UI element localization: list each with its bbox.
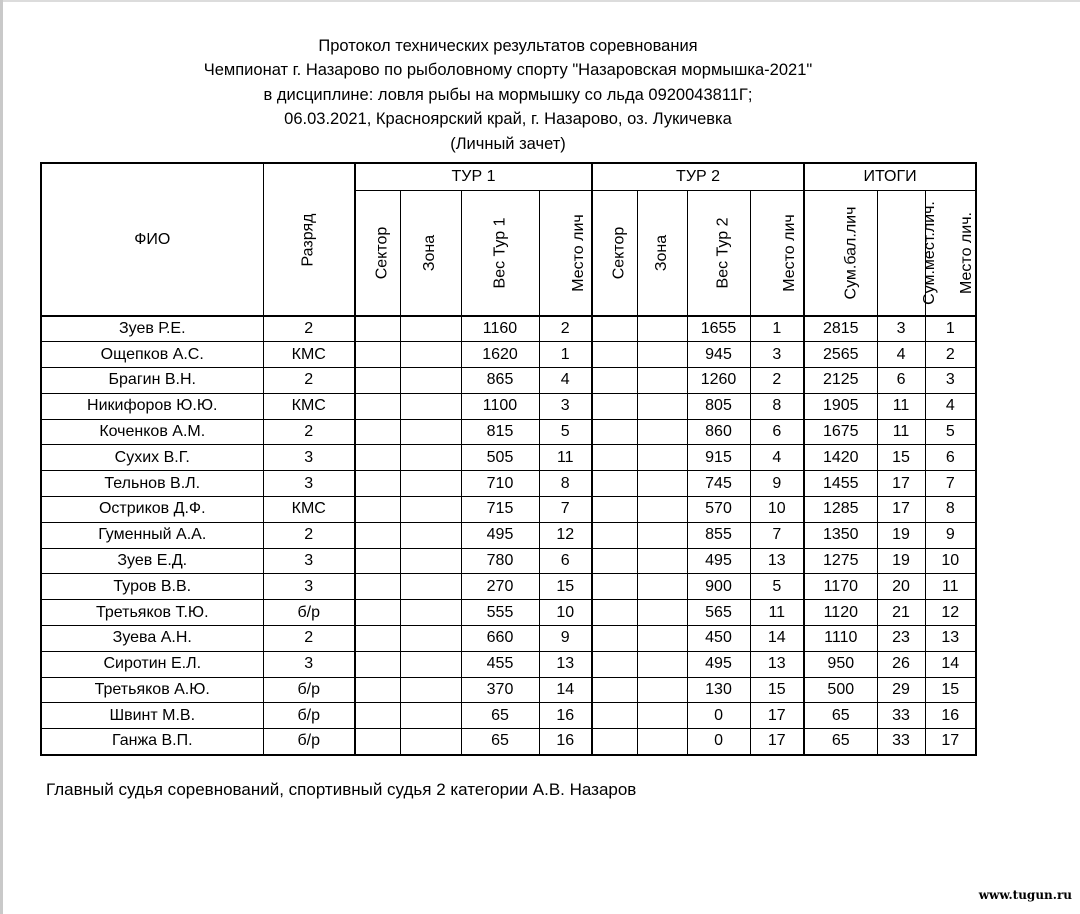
cell-final-place: 13 bbox=[925, 626, 976, 652]
header-line-3: в дисциплине: ловля рыбы на мормышку со льда 0920043811Г; bbox=[263, 85, 753, 104]
cell-final-place: 8 bbox=[925, 497, 976, 523]
cell-place1: 16 bbox=[539, 729, 592, 755]
cell-sector1 bbox=[355, 342, 400, 368]
cell-zone2 bbox=[637, 522, 687, 548]
column-header-sum-places bbox=[877, 191, 938, 317]
header-line-1: Протокол технических результатов соревнования bbox=[318, 37, 698, 55]
cell-rank: б/р bbox=[263, 703, 355, 729]
cell-name: Ощепков А.С. bbox=[41, 342, 263, 368]
results-table bbox=[40, 162, 977, 756]
cell-rank: 2 bbox=[263, 522, 355, 548]
cell-weight1: 495 bbox=[461, 522, 539, 548]
cell-sum-points: 1675 bbox=[804, 419, 877, 445]
cell-place2: 1 bbox=[750, 316, 804, 342]
cell-weight1: 65 bbox=[461, 703, 539, 729]
cell-sector2 bbox=[592, 522, 637, 548]
cell-sum-points: 65 bbox=[804, 703, 877, 729]
cell-zone1 bbox=[400, 497, 461, 523]
cell-sector2 bbox=[592, 548, 637, 574]
cell-zone2 bbox=[637, 574, 687, 600]
cell-place2: 11 bbox=[750, 600, 804, 626]
column-header-final-place-label: Место лич. bbox=[957, 212, 975, 294]
column-header-place2 bbox=[750, 191, 804, 317]
cell-place2: 2 bbox=[750, 368, 804, 394]
cell-place1: 9 bbox=[539, 626, 592, 652]
group-header-tour1: ТУР 1 bbox=[355, 163, 592, 191]
cell-zone1 bbox=[400, 600, 461, 626]
cell-weight1: 1160 bbox=[461, 316, 539, 342]
cell-weight2: 0 bbox=[687, 703, 750, 729]
cell-rank: б/р bbox=[263, 677, 355, 703]
cell-weight1: 865 bbox=[461, 368, 539, 394]
cell-sector1 bbox=[355, 703, 400, 729]
cell-final-place: 12 bbox=[925, 600, 976, 626]
cell-sector1 bbox=[355, 574, 400, 600]
group-header-totals: ИТОГИ bbox=[804, 163, 976, 191]
cell-sector2 bbox=[592, 471, 637, 497]
cell-sum-places: 29 bbox=[877, 677, 925, 703]
column-header-sum-points-label: Сум.бал.лич bbox=[842, 206, 860, 300]
cell-sector2 bbox=[592, 497, 637, 523]
table-row bbox=[41, 368, 976, 394]
cell-name: Третьяков Т.Ю. bbox=[41, 600, 263, 626]
column-header-sector2 bbox=[592, 191, 637, 317]
cell-place2: 6 bbox=[750, 419, 804, 445]
cell-zone2 bbox=[637, 729, 687, 755]
cell-weight1: 270 bbox=[461, 574, 539, 600]
table-row bbox=[41, 677, 976, 703]
cell-place2: 17 bbox=[750, 729, 804, 755]
cell-sum-places: 4 bbox=[877, 342, 925, 368]
cell-sum-places: 26 bbox=[877, 651, 925, 677]
cell-sum-places: 15 bbox=[877, 445, 925, 471]
cell-rank: 2 bbox=[263, 626, 355, 652]
cell-final-place: 16 bbox=[925, 703, 976, 729]
header-line-4: 06.03.2021, Красноярский край, г. Назарово, оз. Лукичевка bbox=[284, 110, 732, 129]
cell-zone1 bbox=[400, 574, 461, 600]
cell-weight1: 1100 bbox=[461, 393, 539, 419]
column-header-sector1-label: Сектор bbox=[373, 226, 391, 280]
table-row bbox=[41, 600, 976, 626]
cell-final-place: 5 bbox=[925, 419, 976, 445]
cell-sum-points: 1350 bbox=[804, 522, 877, 548]
cell-place1: 14 bbox=[539, 677, 592, 703]
cell-sector2 bbox=[592, 316, 637, 342]
cell-sum-points: 65 bbox=[804, 729, 877, 755]
cell-weight1: 710 bbox=[461, 471, 539, 497]
cell-sum-places: 6 bbox=[877, 368, 925, 394]
document-header bbox=[0, 34, 1016, 156]
cell-sector1 bbox=[355, 471, 400, 497]
cell-place1: 7 bbox=[539, 497, 592, 523]
cell-sector2 bbox=[592, 574, 637, 600]
chief-judge-line: Главный судья соревнований, спортивный судья 2 категории А.В. Назаров bbox=[46, 780, 637, 799]
cell-name: Тельнов В.Л. bbox=[41, 471, 263, 497]
cell-sector2 bbox=[592, 600, 637, 626]
cell-weight2: 1260 bbox=[687, 368, 750, 394]
cell-name: Зуева А.Н. bbox=[41, 626, 263, 652]
cell-place2: 9 bbox=[750, 471, 804, 497]
cell-sum-places: 19 bbox=[877, 548, 925, 574]
cell-place1: 12 bbox=[539, 522, 592, 548]
cell-name: Гуменный А.А. bbox=[41, 522, 263, 548]
cell-rank: 3 bbox=[263, 651, 355, 677]
cell-sector2 bbox=[592, 626, 637, 652]
cell-final-place: 15 bbox=[925, 677, 976, 703]
cell-final-place: 1 bbox=[925, 316, 976, 342]
cell-place1: 4 bbox=[539, 368, 592, 394]
column-header-sum-places-label: Сум.мест.лич. bbox=[920, 201, 938, 305]
cell-weight1: 455 bbox=[461, 651, 539, 677]
cell-sum-points: 1110 bbox=[804, 626, 877, 652]
cell-sum-places: 19 bbox=[877, 522, 925, 548]
cell-final-place: 10 bbox=[925, 548, 976, 574]
table-row bbox=[41, 471, 976, 497]
cell-rank: 2 bbox=[263, 368, 355, 394]
page-top-edge bbox=[0, 0, 1080, 2]
cell-zone2 bbox=[637, 497, 687, 523]
cell-zone2 bbox=[637, 316, 687, 342]
cell-weight2: 945 bbox=[687, 342, 750, 368]
cell-final-place: 4 bbox=[925, 393, 976, 419]
column-header-weight2 bbox=[687, 191, 750, 317]
header-line-5: (Личный зачет) bbox=[450, 134, 566, 153]
cell-zone1 bbox=[400, 729, 461, 755]
table-row bbox=[41, 342, 976, 368]
cell-zone2 bbox=[637, 548, 687, 574]
cell-place1: 1 bbox=[539, 342, 592, 368]
cell-sector1 bbox=[355, 548, 400, 574]
column-header-zone2 bbox=[637, 191, 687, 317]
cell-zone1 bbox=[400, 651, 461, 677]
cell-zone1 bbox=[400, 626, 461, 652]
cell-name: Туров В.В. bbox=[41, 574, 263, 600]
cell-sector1 bbox=[355, 651, 400, 677]
cell-zone1 bbox=[400, 393, 461, 419]
cell-sector2 bbox=[592, 703, 637, 729]
cell-weight2: 570 bbox=[687, 497, 750, 523]
cell-rank: б/р bbox=[263, 729, 355, 755]
cell-weight2: 495 bbox=[687, 651, 750, 677]
cell-weight1: 715 bbox=[461, 497, 539, 523]
cell-weight1: 65 bbox=[461, 729, 539, 755]
cell-zone2 bbox=[637, 445, 687, 471]
cell-final-place: 9 bbox=[925, 522, 976, 548]
cell-place2: 13 bbox=[750, 548, 804, 574]
cell-place2: 7 bbox=[750, 522, 804, 548]
cell-sum-points: 1170 bbox=[804, 574, 877, 600]
table-row bbox=[41, 445, 976, 471]
cell-sector1 bbox=[355, 677, 400, 703]
cell-rank: 2 bbox=[263, 419, 355, 445]
cell-sum-places: 11 bbox=[877, 419, 925, 445]
group-header-tour2: ТУР 2 bbox=[592, 163, 804, 191]
cell-zone2 bbox=[637, 419, 687, 445]
cell-place1: 10 bbox=[539, 600, 592, 626]
cell-name: Швинт М.В. bbox=[41, 703, 263, 729]
cell-sector2 bbox=[592, 419, 637, 445]
table-row bbox=[41, 729, 976, 755]
cell-zone2 bbox=[637, 368, 687, 394]
table-row bbox=[41, 548, 976, 574]
cell-zone2 bbox=[637, 393, 687, 419]
column-header-place1-label: Место лич bbox=[569, 214, 587, 292]
cell-sector1 bbox=[355, 445, 400, 471]
cell-sum-points: 2565 bbox=[804, 342, 877, 368]
table-row bbox=[41, 626, 976, 652]
cell-place1: 8 bbox=[539, 471, 592, 497]
column-header-place2-label: Место лич bbox=[780, 214, 798, 292]
cell-name: Третьяков А.Ю. bbox=[41, 677, 263, 703]
cell-place2: 3 bbox=[750, 342, 804, 368]
cell-weight1: 505 bbox=[461, 445, 539, 471]
column-header-weight1-label: Вес Тур 1 bbox=[490, 217, 508, 289]
header-line-2: Чемпионат г. Назарово по рыболовному спорту "Назаровская мормышка-2021" bbox=[203, 61, 813, 80]
cell-final-place: 14 bbox=[925, 651, 976, 677]
cell-sum-points: 1275 bbox=[804, 548, 877, 574]
cell-name: Брагин В.Н. bbox=[41, 368, 263, 394]
table-row bbox=[41, 316, 976, 342]
cell-weight2: 900 bbox=[687, 574, 750, 600]
column-header-weight2-label: Вес Тур 2 bbox=[713, 217, 731, 289]
table-row bbox=[41, 522, 976, 548]
cell-weight1: 370 bbox=[461, 677, 539, 703]
table-row bbox=[41, 419, 976, 445]
column-header-sector1 bbox=[355, 191, 400, 317]
column-header-zone2-label: Зона bbox=[653, 234, 671, 272]
table-row bbox=[41, 703, 976, 729]
column-header-zone1 bbox=[400, 191, 461, 317]
cell-sum-points: 1120 bbox=[804, 600, 877, 626]
cell-weight2: 745 bbox=[687, 471, 750, 497]
cell-rank: 3 bbox=[263, 471, 355, 497]
cell-zone2 bbox=[637, 600, 687, 626]
cell-rank: 3 bbox=[263, 548, 355, 574]
cell-zone1 bbox=[400, 703, 461, 729]
cell-rank: б/р bbox=[263, 600, 355, 626]
cell-zone2 bbox=[637, 471, 687, 497]
cell-place1: 16 bbox=[539, 703, 592, 729]
cell-zone1 bbox=[400, 677, 461, 703]
cell-place2: 8 bbox=[750, 393, 804, 419]
cell-sum-places: 11 bbox=[877, 393, 925, 419]
cell-sum-places: 17 bbox=[877, 497, 925, 523]
cell-rank: 3 bbox=[263, 574, 355, 600]
cell-weight2: 565 bbox=[687, 600, 750, 626]
cell-zone1 bbox=[400, 471, 461, 497]
cell-sum-points: 950 bbox=[804, 651, 877, 677]
cell-sum-places: 3 bbox=[877, 316, 925, 342]
column-header-sector2-label: Сектор bbox=[610, 226, 628, 280]
cell-sector1 bbox=[355, 419, 400, 445]
cell-name: Сиротин Е.Л. bbox=[41, 651, 263, 677]
cell-sum-places: 21 bbox=[877, 600, 925, 626]
cell-final-place: 6 bbox=[925, 445, 976, 471]
cell-name: Коченков А.М. bbox=[41, 419, 263, 445]
watermark-text: www.tugun.ru bbox=[978, 888, 1072, 902]
cell-sector2 bbox=[592, 393, 637, 419]
cell-sector2 bbox=[592, 651, 637, 677]
cell-weight2: 0 bbox=[687, 729, 750, 755]
cell-place2: 17 bbox=[750, 703, 804, 729]
cell-final-place: 3 bbox=[925, 368, 976, 394]
table-row bbox=[41, 651, 976, 677]
cell-weight1: 660 bbox=[461, 626, 539, 652]
cell-weight2: 860 bbox=[687, 419, 750, 445]
cell-zone1 bbox=[400, 522, 461, 548]
cell-sector1 bbox=[355, 729, 400, 755]
cell-name: Никифоров Ю.Ю. bbox=[41, 393, 263, 419]
cell-sum-places: 17 bbox=[877, 471, 925, 497]
cell-place1: 2 bbox=[539, 316, 592, 342]
column-header-name: ФИО bbox=[41, 163, 263, 316]
cell-zone2 bbox=[637, 651, 687, 677]
cell-weight1: 1620 bbox=[461, 342, 539, 368]
cell-sum-places: 33 bbox=[877, 729, 925, 755]
cell-sector2 bbox=[592, 677, 637, 703]
cell-rank: 3 bbox=[263, 445, 355, 471]
cell-sum-places: 20 bbox=[877, 574, 925, 600]
cell-rank: КМС bbox=[263, 393, 355, 419]
cell-place1: 13 bbox=[539, 651, 592, 677]
cell-sum-points: 500 bbox=[804, 677, 877, 703]
cell-sector1 bbox=[355, 600, 400, 626]
cell-sum-points: 1905 bbox=[804, 393, 877, 419]
cell-place2: 13 bbox=[750, 651, 804, 677]
column-header-zone1-label: Зона bbox=[421, 234, 439, 272]
table-header-group-row bbox=[41, 163, 976, 191]
cell-place2: 14 bbox=[750, 626, 804, 652]
cell-sum-places: 23 bbox=[877, 626, 925, 652]
cell-place2: 10 bbox=[750, 497, 804, 523]
cell-zone2 bbox=[637, 703, 687, 729]
cell-sum-places: 33 bbox=[877, 703, 925, 729]
cell-place1: 6 bbox=[539, 548, 592, 574]
cell-sector2 bbox=[592, 342, 637, 368]
cell-final-place: 2 bbox=[925, 342, 976, 368]
cell-place1: 5 bbox=[539, 419, 592, 445]
cell-weight2: 915 bbox=[687, 445, 750, 471]
cell-weight1: 555 bbox=[461, 600, 539, 626]
cell-sector1 bbox=[355, 626, 400, 652]
cell-sector1 bbox=[355, 393, 400, 419]
cell-zone1 bbox=[400, 445, 461, 471]
cell-sector1 bbox=[355, 497, 400, 523]
cell-weight2: 855 bbox=[687, 522, 750, 548]
cell-weight2: 450 bbox=[687, 626, 750, 652]
column-header-weight1 bbox=[461, 191, 539, 317]
cell-sector1 bbox=[355, 316, 400, 342]
cell-weight2: 130 bbox=[687, 677, 750, 703]
cell-final-place: 7 bbox=[925, 471, 976, 497]
cell-sector1 bbox=[355, 522, 400, 548]
cell-weight2: 495 bbox=[687, 548, 750, 574]
cell-zone1 bbox=[400, 342, 461, 368]
cell-zone1 bbox=[400, 368, 461, 394]
cell-weight2: 1655 bbox=[687, 316, 750, 342]
column-header-rank-label: Разряд bbox=[299, 213, 317, 266]
table-row bbox=[41, 574, 976, 600]
cell-sector1 bbox=[355, 368, 400, 394]
table-row bbox=[41, 497, 976, 523]
cell-place1: 3 bbox=[539, 393, 592, 419]
cell-rank: КМС bbox=[263, 497, 355, 523]
cell-final-place: 17 bbox=[925, 729, 976, 755]
cell-sector2 bbox=[592, 729, 637, 755]
cell-sum-points: 1455 bbox=[804, 471, 877, 497]
cell-zone1 bbox=[400, 316, 461, 342]
results-table-body bbox=[41, 316, 976, 755]
cell-final-place: 11 bbox=[925, 574, 976, 600]
cell-name: Зуев Е.Д. bbox=[41, 548, 263, 574]
cell-place1: 11 bbox=[539, 445, 592, 471]
cell-rank: КМС bbox=[263, 342, 355, 368]
cell-place2: 15 bbox=[750, 677, 804, 703]
cell-name: Остриков Д.Ф. bbox=[41, 497, 263, 523]
table-row bbox=[41, 393, 976, 419]
cell-zone1 bbox=[400, 419, 461, 445]
cell-sector2 bbox=[592, 445, 637, 471]
cell-sum-points: 2125 bbox=[804, 368, 877, 394]
cell-place2: 4 bbox=[750, 445, 804, 471]
cell-name: Сухих В.Г. bbox=[41, 445, 263, 471]
cell-name: Ганжа В.П. bbox=[41, 729, 263, 755]
cell-zone2 bbox=[637, 677, 687, 703]
cell-name: Зуев Р.Е. bbox=[41, 316, 263, 342]
cell-sum-points: 2815 bbox=[804, 316, 877, 342]
cell-rank: 2 bbox=[263, 316, 355, 342]
cell-zone2 bbox=[637, 342, 687, 368]
column-header-sum-points bbox=[804, 191, 877, 317]
cell-sum-points: 1420 bbox=[804, 445, 877, 471]
cell-zone1 bbox=[400, 548, 461, 574]
cell-place1: 15 bbox=[539, 574, 592, 600]
cell-weight1: 780 bbox=[461, 548, 539, 574]
cell-place2: 5 bbox=[750, 574, 804, 600]
cell-weight1: 815 bbox=[461, 419, 539, 445]
cell-weight2: 805 bbox=[687, 393, 750, 419]
cell-sector2 bbox=[592, 368, 637, 394]
cell-sum-points: 1285 bbox=[804, 497, 877, 523]
cell-zone2 bbox=[637, 626, 687, 652]
column-header-place1 bbox=[539, 191, 592, 317]
column-header-rank bbox=[263, 163, 355, 316]
